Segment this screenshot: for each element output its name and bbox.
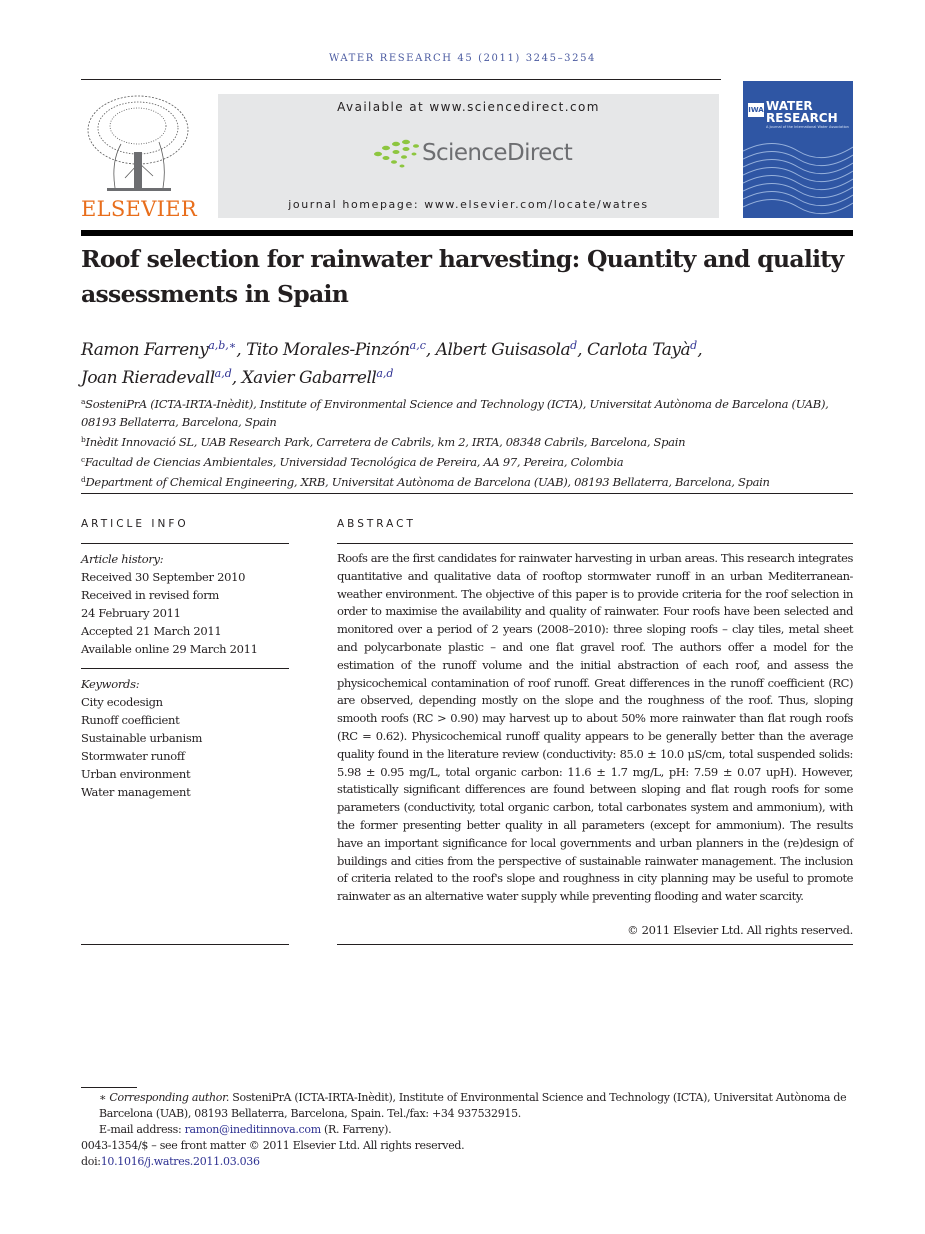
author-separator: , [236, 340, 247, 360]
author-list [81, 334, 871, 390]
author-name: Joan Rieradevall [81, 368, 215, 388]
footnotes [81, 1090, 856, 1170]
sciencedirect-wordmark: ScienceDirect [422, 140, 573, 166]
keyword-item: Stormwater runoff [81, 749, 185, 763]
affiliation-mark: c [81, 455, 85, 464]
footnote-rule [81, 1087, 137, 1088]
author-name: Albert Guisasola [435, 340, 571, 360]
affiliation-text: Department of Chemical Engineering, XRB, Universitat Autònoma de Barcelona (UAB), 08193 Bellaterra, Barcelona, Spain [85, 475, 770, 489]
affiliation-mark: d [81, 475, 86, 484]
elsevier-wordmark: ELSEVIER [81, 197, 197, 221]
available-at-text: Available at www.sciencedirect.com [337, 100, 600, 114]
title-rule [81, 230, 853, 236]
sciencedirect-logo [372, 138, 572, 174]
author-name: Ramon Farreny [81, 340, 209, 360]
email-link[interactable]: ramon@ineditinnova.com [184, 1123, 321, 1136]
author-name: Carlota Tayà [586, 340, 691, 360]
keyword-item: Urban environment [81, 767, 191, 781]
abstract-body [337, 550, 853, 906]
affiliation-item [81, 471, 856, 491]
sciencedirect-dots-icon [372, 138, 420, 172]
article-info-heading: ARTICLE INFO [81, 518, 189, 530]
email-line [81, 1122, 856, 1138]
affiliations [81, 393, 856, 491]
affiliation-text: Facultad de Ciencias Ambientales, Universidad Tecnológica de Pereira, AA 97, Pereira, Colombia [84, 455, 624, 469]
author-affiliation-mark[interactable]: d [690, 339, 698, 352]
doi-label: doi: [81, 1155, 101, 1168]
affiliation-item [81, 393, 856, 431]
affiliation-mark: a [81, 397, 86, 406]
author-separator: , [231, 368, 242, 388]
keyword-item: Runoff coefficient [81, 713, 180, 727]
history-item: Available online 29 March 2011 [81, 642, 258, 656]
sciencedirect-banner [218, 94, 719, 218]
author-separator: , [697, 340, 703, 360]
email-name: (R. Farreny). [324, 1123, 392, 1136]
author-affiliation-mark[interactable]: d [570, 339, 578, 352]
abstract-rule [337, 543, 853, 544]
iwa-badge: IWA [748, 103, 764, 117]
cover-title [766, 100, 838, 124]
affiliation-text: SosteniPrA (ICTA-IRTA-Inèdit), Institute of Environmental Science and Technology (ICTA), Universitat Autònoma de Barcelona (UAB), 08193 Bellaterra, Barcelona, Spain [81, 397, 829, 429]
history-item: Accepted 21 March 2011 [81, 624, 222, 638]
author-name: Tito Morales-Pinzón [246, 340, 410, 360]
abstract-copyright: © 2011 Elsevier Ltd. All rights reserved. [627, 923, 853, 937]
abstract-end-rule [337, 944, 853, 945]
author-affiliation-mark[interactable]: a,c [409, 339, 426, 352]
abstract-heading: ABSTRACT [337, 518, 416, 530]
corresponding-mark: ∗ [99, 1091, 107, 1104]
article-history [81, 550, 301, 658]
email-label: E-mail address: [99, 1123, 182, 1136]
issn-line: 0043-1354/$ – see front matter © 2011 Elsevier Ltd. All rights reserved. [81, 1139, 465, 1152]
author-separator: , [425, 340, 436, 360]
keywords-rule [81, 668, 289, 669]
journal-homepage-text: journal homepage: www.elsevier.com/locate/watres [288, 198, 649, 211]
section-rule [81, 493, 853, 494]
abstract-text: Roofs are the first candidates for rainwater harvesting in urban areas. This research integrates quantitative and qualitative data of rooftop stormwater runoff in an urban Mediterranean-weather environment. The objective of this paper is to provide criteria for the roof selection in order to maximise the availability and quality of rainwater. Four roofs have been selected and monitored over a period of 2 years (2008–2010): three sloping roofs – clay tiles, metal sheet and polycarbonate plastic – and one flat gravel roof. The authors offer a model for the estimation of the runoff volume and the initial abstraction of each roof, and assess the physicochemical contamination of roof runoff. Great differences in the runoff coefficient (RC) are observed, depending mostly on the slope and the roughness of the roof. Thus, sloping smooth roofs (RC > 0.90) may harvest up to about 50% more rainwater than flat rough roofs (RC = 0.62). Physicochemical runoff quality appears to be generally better than the average quality found in the literature review (conductivity: 85.0 ± 10.0 μS/cm, total suspended solids: 5.98 ± 0.95 mg/L, total organic carbon: 11.6 ± 1.7 mg/L, pH: 7.59 ± 0.07 upH). However, statistically significant differences are found between sloping and flat rough roofs for some parameters (conductivity, total organic carbon, total carbonates system and ammonium), with the former presenting better quality in all parameters (except for ammonium). The results have an important significance for local governments and urban planners in the (re)design of buildings and cities from the perspective of sustainable rainwater management. The inclusion of criteria related to the roof's slope and roughness in city planning may be useful to promote rainwater as an alternative water supply while preventing flooding and water scarcity. [337, 551, 853, 904]
author-affiliation-mark[interactable]: a,b,∗ [208, 339, 237, 352]
author-affiliation-mark[interactable]: a,d [376, 367, 394, 380]
keyword-item: City ecodesign [81, 695, 163, 709]
history-item: Received in revised form [81, 588, 220, 602]
corresponding-text: SosteniPrA (ICTA-IRTA-Inèdit), Institute of Environmental Science and Technology (ICTA), Universitat Autònoma de Barcelona (UAB), 08193 Bellaterra, Barcelona, Spain. Tel./fax: +34 937532915. [99, 1091, 847, 1120]
article-title: Roof selection for rainwater harvesting: Quantity and quality assessments in Spain [81, 245, 844, 308]
affiliation-mark: b [81, 435, 86, 444]
header-rule [81, 79, 721, 80]
history-item: 24 February 2011 [81, 606, 181, 620]
history-item: Received 30 September 2010 [81, 570, 246, 584]
doi-line [81, 1154, 856, 1170]
corresponding-author-note [81, 1090, 856, 1122]
affiliation-item [81, 431, 856, 451]
article-info-end-rule [81, 944, 289, 945]
author-name: Xavier Gabarrell [241, 368, 377, 388]
article-info-rule [81, 543, 289, 544]
doi-link[interactable]: 10.1016/j.watres.2011.03.036 [100, 1155, 260, 1168]
author-separator: , [577, 340, 587, 360]
cover-title-line2: RESEARCH [766, 111, 838, 125]
affiliation-text: Inèdit Innovació SL, UAB Research Park, Carretera de Cabrils, km 2, IRTA, 08348 Cabrils, Barcelona, Spain [85, 435, 686, 449]
keywords-label: Keywords: [81, 677, 140, 691]
affiliation-item [81, 451, 856, 471]
keywords [81, 675, 301, 801]
history-label: Article history: [81, 552, 164, 566]
keyword-item: Sustainable urbanism [81, 731, 203, 745]
journal-reference: WATER RESEARCH 45 (2011) 3245–3254 [328, 53, 597, 64]
corresponding-label: Corresponding author. [109, 1091, 230, 1104]
cover-subtitle: A Journal of the International Water Association [766, 125, 849, 129]
journal-cover [743, 81, 853, 218]
keyword-item: Water management [81, 785, 191, 799]
author-affiliation-mark[interactable]: a,d [214, 367, 232, 380]
cover-title-line1: WATER [766, 99, 813, 113]
